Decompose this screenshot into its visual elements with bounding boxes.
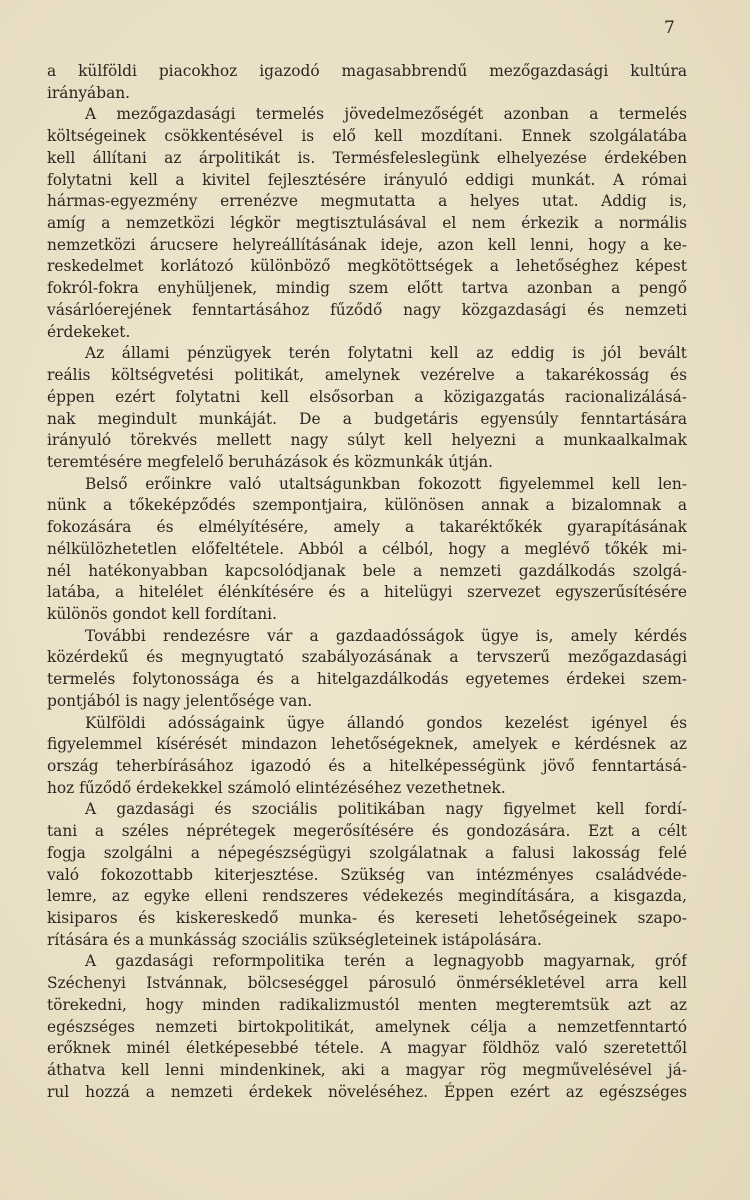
text-line: latába, a hitelélet élénkítésére és a hitelügyi szervezet egyszerűsítésére — [47, 583, 687, 602]
text-line: különös gondot kell fordítani. — [47, 604, 277, 623]
text-line: való fokozottabb kiterjesztése. Szükség van intézményes családvéde- — [47, 865, 687, 884]
text-line: nak megindult munkáját. De a budgetáris egyensúly fenntartására — [47, 409, 687, 428]
text-line: Külföldi adósságaink ügye állandó gondos kezelést igényel és — [85, 713, 687, 732]
text-line: irányuló törekvés mellett nagy súlyt kell helyezni a munkaalkalmak — [47, 431, 687, 450]
text-line: erőknek minél életképesebbé tétele. A magyar földhöz való szeretettől — [47, 1039, 687, 1058]
text-line: tani a széles néprétegek megerősítésére és gondozására. Ezt a célt — [47, 822, 687, 841]
text-line: reális költségvetési politikát, amelynek vezérelve a takarékosság és — [47, 366, 687, 385]
text-line: A gazdasági reformpolitika terén a legnagyobb magyarnak, gróf — [85, 952, 687, 971]
text-line: törekedni, hogy minden radikalizmustól menten megteremtsük azt az — [47, 995, 687, 1014]
text-line: nélkülözhetetlen előfeltétele. Abból a célból, hogy a meglévő tőkék mi- — [47, 539, 687, 558]
text-line: figyelemmel kísérését mindazon lehetőségeknek, amelyek e kérdésnek az — [47, 735, 687, 754]
text-line: folytatni kell a kivitel fejlesztésére irányuló eddigi munkát. A római — [47, 170, 687, 189]
text-line: kell állítani az árpolitikát is. Termésfeleslegünk elhelyezése érdekében — [47, 148, 687, 167]
text-line: rul hozzá a nemzeti érdekek növeléséhez. Éppen ezért az egészséges — [47, 1082, 687, 1101]
text-line: áthatva kell lenni mindenkinek, aki a magyar rög megművelésével já- — [47, 1061, 687, 1080]
text-line: kisiparos és kiskereskedő munka- és kereseti lehetőségeinek szapo- — [47, 909, 687, 928]
page-number: 7 — [664, 18, 675, 38]
text-line: a külföldi piacokhoz igazodó magasabbrendű mezőgazdasági kultúra — [47, 62, 687, 80]
text-line: közérdekű és megnyugtató szabályozásának a tervszerű mezőgazdasági — [47, 648, 687, 667]
text-line: fogja szolgálni a népegészségügyi szolgálatnak a falusi lakosság felé — [47, 843, 687, 862]
text-line: A mezőgazdasági termelés jövedelmezőségét azonban a termelés — [85, 105, 687, 124]
text-line: költségeinek csökkentésével is elő kell mozdítani. Ennek szolgálatába — [47, 127, 687, 146]
text-line: termelés folytonossága és a hitelgazdálkodás egyetemes érdekei szem- — [47, 670, 687, 689]
text-line: amíg a nemzetközi légkör megtisztulásával el nem érkezik a normális — [47, 214, 687, 233]
text-line: pontjából is nagy jelentősége van. — [47, 691, 313, 710]
text-line: Belső erőinkre való utaltságunkban fokozott figyelemmel kell len- — [85, 474, 687, 493]
text-line: nél hatékonyabban kapcsolódjanak bele a nemzeti gazdálkodás szolgá- — [47, 561, 687, 580]
text-line: hármas-egyezmény errenézve megmutatta a helyes utat. Addig is, — [47, 192, 687, 211]
text-line: Széchenyi Istvánnak, bölcseséggel párosuló önmérsékletével arra kell — [47, 974, 687, 993]
body-text — [47, 61, 687, 1104]
text-line: ország teherbírásához igazodó és a hitelképességünk jövő fenntartásá- — [47, 757, 687, 775]
text-line: reskedelmet korlátozó különböző megkötöttségek a lehetőséghez képest — [47, 257, 687, 276]
text-line: A gazdasági és szociális politikában nagy figyelmet kell fordí- — [85, 800, 687, 819]
text-line: fokozására és elmélyítésére, amely a takaréktőkék gyarapításának — [47, 518, 687, 537]
text-line: teremtésére megfelelő beruházások és közmunkák útján. — [47, 452, 494, 471]
text-line: lemre, az egyke elleni rendszeres védekezés megindítására, a kisgazda, — [47, 887, 687, 906]
text-line: fokról-fokra enyhüljenek, mindig szem előtt tartva azonban a pengő — [47, 279, 687, 298]
text-line: vásárlóerejének fenntartásához fűződő nagy közgazdasági és nemzeti — [47, 300, 687, 319]
text-line: Az állami pénzügyek terén folytatni kell az eddig is jól bevált — [85, 344, 687, 363]
text-line: éppen ezért folytatni kell elsősorban a közigazgatás racionalizálásá- — [47, 387, 687, 406]
text-line: nünk a tőkeképződés szempontjaira, különösen annak a bizalomnak a — [47, 496, 687, 515]
text-line: További rendezésre vár a gazdaadósságok ügye is, amely kérdés — [85, 626, 687, 645]
text-line: egészséges nemzeti birtokpolitikát, amelynek célja a nemzetfenntartó — [47, 1017, 687, 1036]
text-line: nemzetközi árucsere helyreállításának ideje, azon kell lenni, hogy a ke- — [47, 235, 687, 254]
text-line: érdekeket. — [47, 322, 131, 341]
text-line: rítására és a munkásság szociális szükségleteinek istápolására. — [47, 930, 542, 949]
text-line: hoz fűződő érdekekkel számoló elintézéséhez vezethetnek. — [47, 778, 506, 797]
text-line: irányában. — [47, 83, 131, 102]
